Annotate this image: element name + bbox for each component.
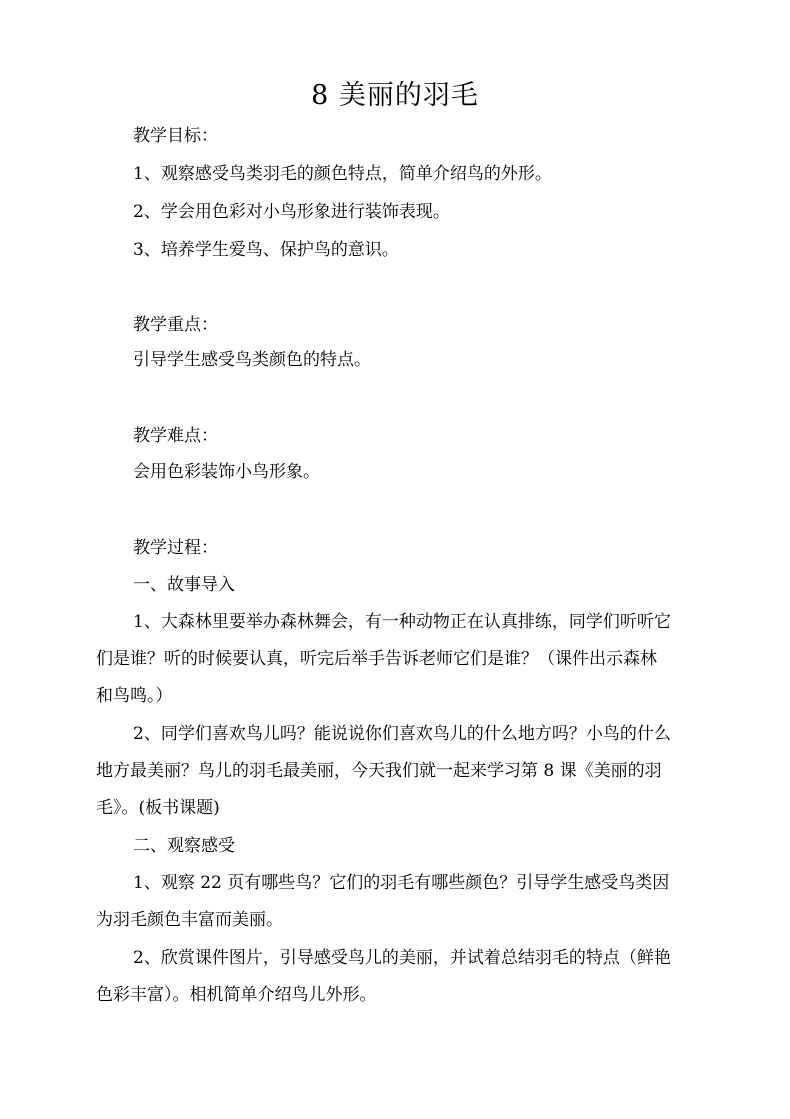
- section-2-paragraph-1-line-1: 1、观察 22 页有哪些鸟？它们的羽毛有哪些颜色？引导学生感受鸟类因: [133, 873, 670, 893]
- section-1-paragraph-1-line-2: 们是谁？听的时候要认真，听完后举手告诉老师它们是谁？（课件出示森林: [96, 649, 657, 669]
- section-1-paragraph-2-line-1: 2、同学们喜欢鸟儿吗？能说说你们喜欢鸟儿的什么地方吗？小鸟的什么: [133, 724, 671, 744]
- key-point-heading: 教学重点：: [133, 315, 218, 335]
- objective-item-1: 1、观察感受鸟类羽毛的颜色特点，简单介绍鸟的外形。: [133, 164, 552, 184]
- key-point-text: 引导学生感受鸟类颜色的特点。: [133, 350, 371, 370]
- section-1-heading: 一、故事导入: [133, 575, 235, 595]
- difficulty-text: 会用色彩装饰小鸟形象。: [133, 462, 320, 482]
- section-1-paragraph-1-line-3: 和鸟鸣。）: [96, 686, 173, 706]
- section-1-paragraph-2-line-2: 地方最美丽？鸟儿的羽毛最美丽，今天我们就一起来学习第 8 课《美丽的羽: [96, 761, 662, 781]
- process-heading: 教学过程：: [133, 538, 218, 558]
- objective-item-2: 2、学会用色彩对小鸟形象进行装饰表现。: [133, 202, 450, 222]
- section-1-paragraph-2-line-3: 毛》。(板书课题): [96, 798, 220, 818]
- section-2-paragraph-2-line-2: 色彩丰富）。相机简单介绍鸟儿外形。: [96, 985, 377, 1005]
- page-title: 8 美丽的羽毛: [311, 80, 479, 111]
- objective-item-3: 3、培养学生爱鸟、保护鸟的意识。: [133, 240, 399, 260]
- section-1-paragraph-1-line-1: 1、大森林里要举办森林舞会，有一种动物正在认真排练，同学们听听它: [133, 612, 671, 632]
- section-2-paragraph-1-line-2: 为羽毛颜色丰富而美丽。: [96, 910, 283, 930]
- section-2-heading: 二、观察感受: [133, 836, 235, 856]
- section-2-paragraph-2-line-1: 2、欣赏课件图片，引导感受鸟儿的美丽，并试着总结羽毛的特点（鲜艳: [133, 948, 671, 968]
- objectives-heading: 教学目标：: [133, 126, 218, 146]
- difficulty-heading: 教学难点：: [133, 426, 218, 446]
